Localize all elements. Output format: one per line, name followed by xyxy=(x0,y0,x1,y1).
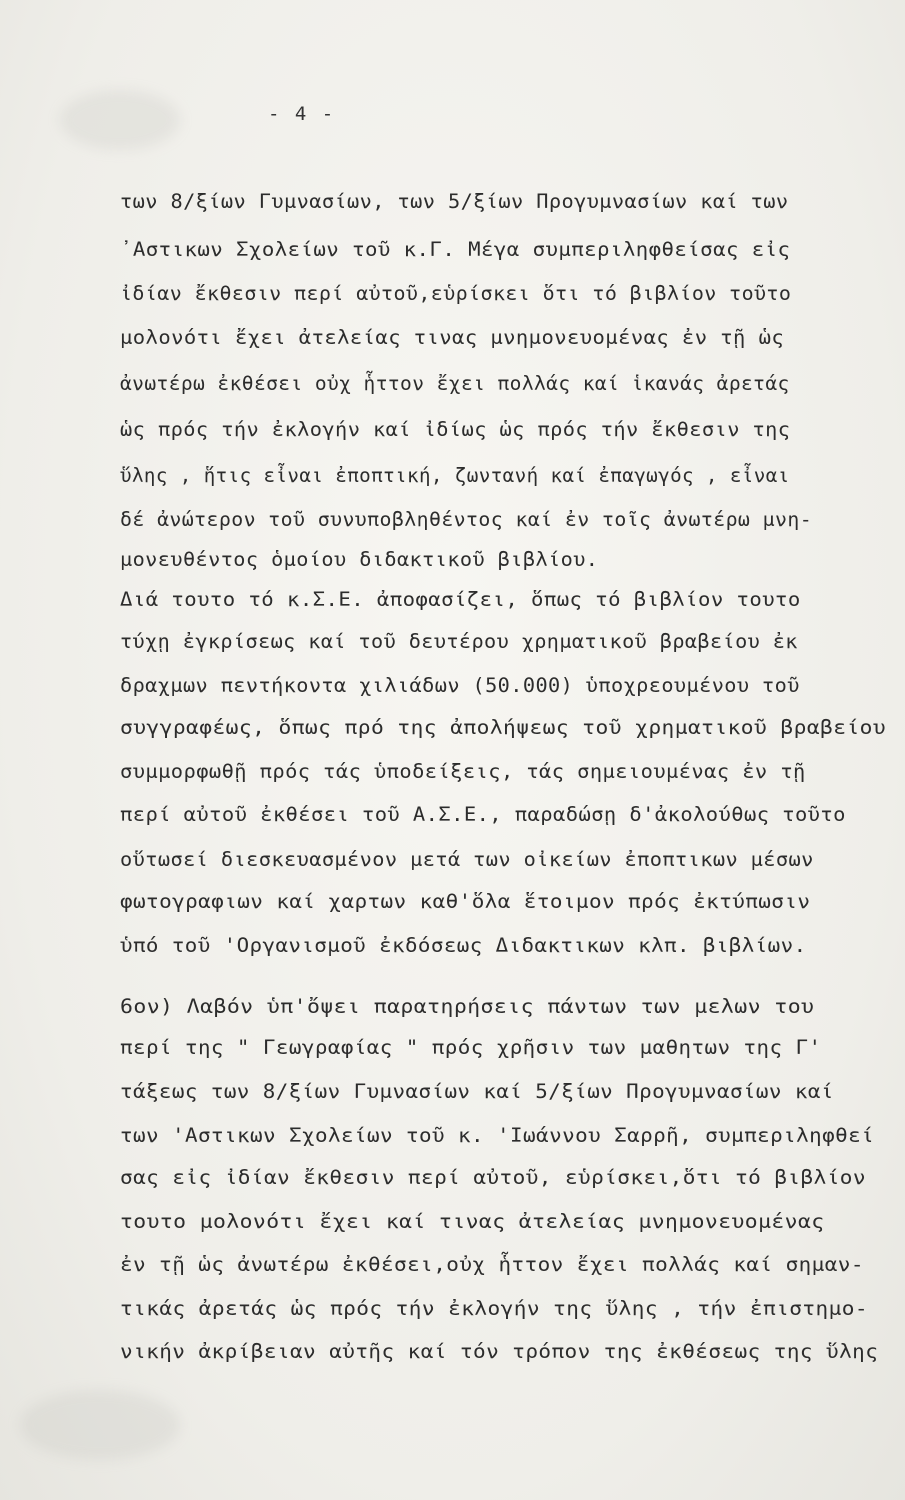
text-line: συγγραφέως, ὅπως πρό της ἀπολήψεως τοῦ χρηματικοῦ βραβείου xyxy=(120,716,887,739)
text-line: δραχμων πεντήκοντα χιλιάδων (50.000) ὑποχρεουμένου τοῦ xyxy=(120,674,800,697)
text-line: των 'Αστικων Σχολείων τοῦ κ. 'Ιωάννου Σαρρῆ, συμπεριληφθεί xyxy=(120,1124,875,1147)
text-line: τάξεως των 8/ξίων Γυμνασίων καί 5/ξίων Προγυμνασίων καί xyxy=(120,1080,834,1103)
text-line: τουτο μολονότι ἔχει καί τινας ἀτελείας μνημονευομένας xyxy=(120,1210,825,1233)
text-line: σας εἰς ἰδίαν ἔκθεσιν περί αὐτοῦ, εὑρίσκει,ὅτι τό βιβλίον xyxy=(120,1166,866,1189)
text-line: τικάς ἀρετάς ὡς πρός τήν ἐκλογήν της ὕλης , τήν ἐπιστημο- xyxy=(120,1297,869,1320)
page-number: - 4 - xyxy=(268,103,336,125)
text-line: μολονότι ἔχει ἀτελείας τινας μνημονευομένας ἐν τῇ ὡς xyxy=(120,326,785,349)
text-line: ἀνωτέρω ἐκθέσει οὐχ ἧττον ἔχει πολλάς καί ἱκανάς ἀρετάς xyxy=(120,372,790,395)
text-line: ὑπό τοῦ 'Οργανισμοῦ ἐκδόσεως Διδακτικων κλπ. βιβλίων. xyxy=(120,934,807,957)
text-line: περί της " Γεωγραφίας " πρός χρῆσιν των μαθητων της Γ' xyxy=(120,1036,822,1059)
text-line: ὡς πρός τήν ἐκλογήν καί ἰδίως ὡς πρός τήν ἔκθεσιν της xyxy=(120,418,791,441)
text-line: ᾽Αστικων Σχολείων τοῦ κ.Γ. Μέγα συμπεριληφθείσας εἰς xyxy=(120,238,791,261)
text-line: φωτογραφιων καί χαρτων καθ'ὅλα ἕτοιμον πρός ἐκτύπωσιν xyxy=(120,890,811,913)
text-line: ὕλης , ἥτις εἶναι ἐποπτική, ζωντανή καί ἐπαγωγός , εἶναι xyxy=(120,464,790,487)
paper-stain xyxy=(20,1390,180,1460)
text-line: Διά τουτο τό κ.Σ.Ε. ἀποφασίζει, ὅπως τό βιβλίον τουτο xyxy=(120,588,801,611)
text-line: οὕτωσεί διεσκευασμένον μετά των οἰκείων ἐποπτικων μέσων xyxy=(120,848,814,871)
text-line: μονευθέντος ὁμοίου διδακτικοῦ βιβλίου. xyxy=(120,548,599,571)
text-line: συμμορφωθῇ πρός τάς ὑποδείξεις, τάς σημειουμένας ἐν τῇ xyxy=(120,760,806,783)
text-line: τύχῃ ἐγκρίσεως καί τοῦ δευτέρου χρηματικοῦ βραβείου ἐκ xyxy=(120,630,798,653)
text-line: των 8/ξίων Γυμνασίων, των 5/ξίων Προγυμνασίων καί των xyxy=(120,190,789,213)
text-line: ἐν τῇ ὡς ἀνωτέρω ἐκθέσει,οὐχ ἧττον ἔχει πολλάς καί σημαν- xyxy=(120,1253,864,1276)
text-line: περί αὐτοῦ ἐκθέσει τοῦ Α.Σ.Ε., παραδώσῃ δ'ἀκολούθως τοῦτο xyxy=(120,803,846,826)
paper-stain xyxy=(60,90,180,150)
text-line: ἰδίαν ἔκθεσιν περί αὐτοῦ,εὑρίσκει ὅτι τό βιβλίον τοῦτο xyxy=(120,282,792,305)
text-line: νικήν ἀκρίβειαν αὐτῆς καί τόν τρόπον της ἐκθέσεως της ὕλης xyxy=(120,1340,879,1363)
text-line: δέ ἀνώτερον τοῦ συνυποβληθέντος καί ἐν τοῖς ἀνωτέρω μνη- xyxy=(120,508,813,531)
text-line: 6ον) Λαβόν ὑπ'ὄψει παρατηρήσεις πάντων των μελων του xyxy=(120,995,815,1018)
